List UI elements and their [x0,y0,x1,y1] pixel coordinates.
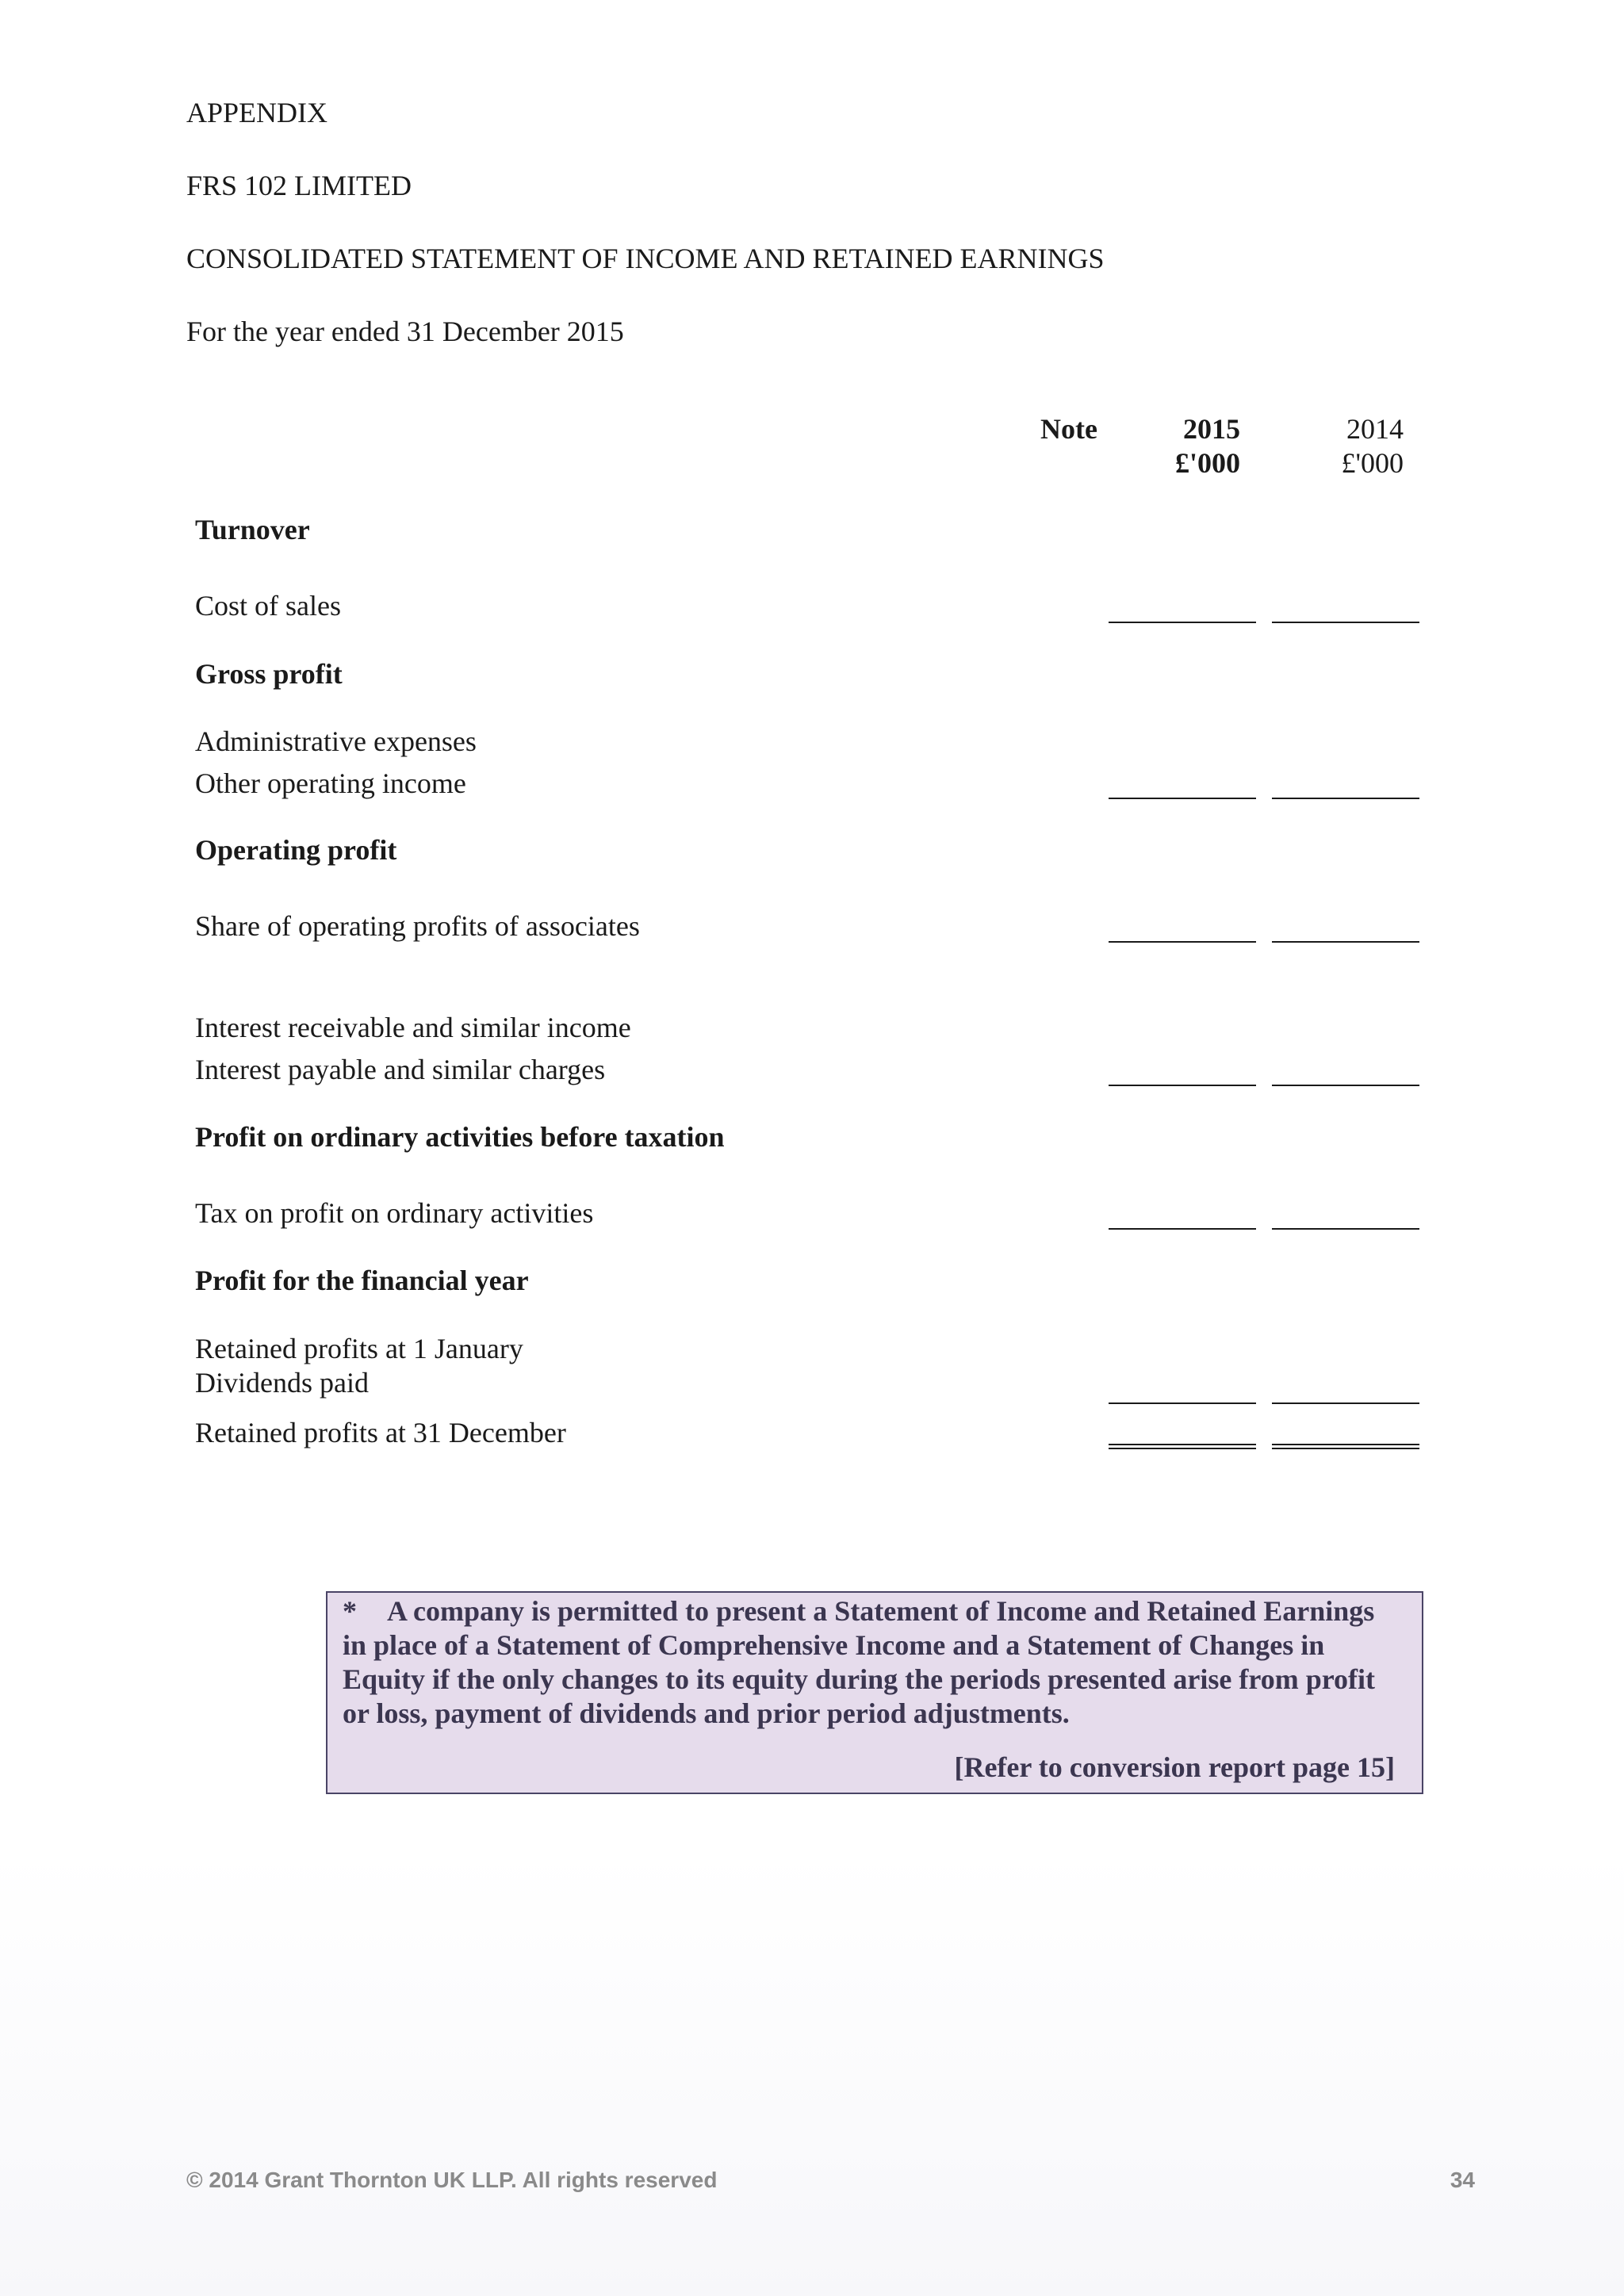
year-2015-header: 2015 [1183,413,1240,445]
row-retained-opening: Retained profits at 1 January [195,1333,523,1364]
page-background [0,1852,1624,2296]
copyright-footer: © 2014 Grant Thornton UK LLP. All rights reserved [186,2168,718,2192]
subtotal-rule-2015 [1109,622,1256,623]
row-profit-before-taxation: Profit on ordinary activities before taxation [195,1121,725,1153]
row-operating-profit: Operating profit [195,834,397,866]
row-gross-profit: Gross profit [195,658,343,690]
row-cost-of-sales: Cost of sales [195,590,341,622]
row-share-of-associates: Share of operating profits of associates [195,910,640,942]
subtotal-rule-2015 [1109,1085,1256,1086]
subtotal-rule-2015 [1109,798,1256,799]
page-number: 34 [1450,2168,1475,2192]
row-retained-closing: Retained profits at 31 December [195,1417,566,1448]
statement-title: CONSOLIDATED STATEMENT OF INCOME AND RETAINED EARNINGS [186,243,1105,274]
subtotal-rule-2014 [1272,1228,1419,1230]
row-interest-receivable: Interest receivable and similar income [195,1012,631,1043]
total-double-rule-2014 [1272,1444,1419,1449]
guidance-note-box [326,1591,1423,1794]
subtotal-rule-2015 [1109,1402,1256,1404]
subtotal-rule-2015 [1109,941,1256,943]
subtotal-rule-2015 [1109,1228,1256,1230]
row-profit-for-year: Profit for the financial year [195,1265,529,1296]
row-other-operating-income: Other operating income [195,767,466,799]
subtotal-rule-2014 [1272,1402,1419,1404]
year-2014-header: 2014 [1346,413,1404,445]
section-heading: APPENDIX [186,97,328,128]
company-name: FRS 102 LIMITED [186,170,412,201]
subtotal-rule-2014 [1272,798,1419,799]
note-column-header: Note [1040,413,1097,445]
row-dividends-paid: Dividends paid [195,1367,369,1399]
row-tax: Tax on profit on ordinary activities [195,1197,594,1229]
unit-2014-header: £'000 [1341,447,1404,479]
note-body: A company is permitted to present a Statement of Income and Retained Earnings in place of a Statement of Comprehensive Income and a Statement of Changes in Equity if the only changes to its equity during the periods presented arise from profit or loss, payment of dividends and prior period adjustments. [343,1595,1376,1729]
row-turnover: Turnover [195,514,310,545]
note-marker: * [343,1595,357,1627]
row-interest-payable: Interest payable and similar charges [195,1054,606,1085]
subtotal-rule-2014 [1272,1085,1419,1086]
subtotal-rule-2014 [1272,941,1419,943]
total-double-rule-2015 [1109,1444,1256,1449]
guidance-note-text [343,1594,1400,1731]
conversion-report-reference: [Refer to conversion report page 15] [954,1751,1395,1783]
subtotal-rule-2014 [1272,622,1419,623]
period-text: For the year ended 31 December 2015 [186,316,624,347]
row-administrative-expenses: Administrative expenses [195,725,477,757]
unit-2015-header: £'000 [1174,447,1240,479]
